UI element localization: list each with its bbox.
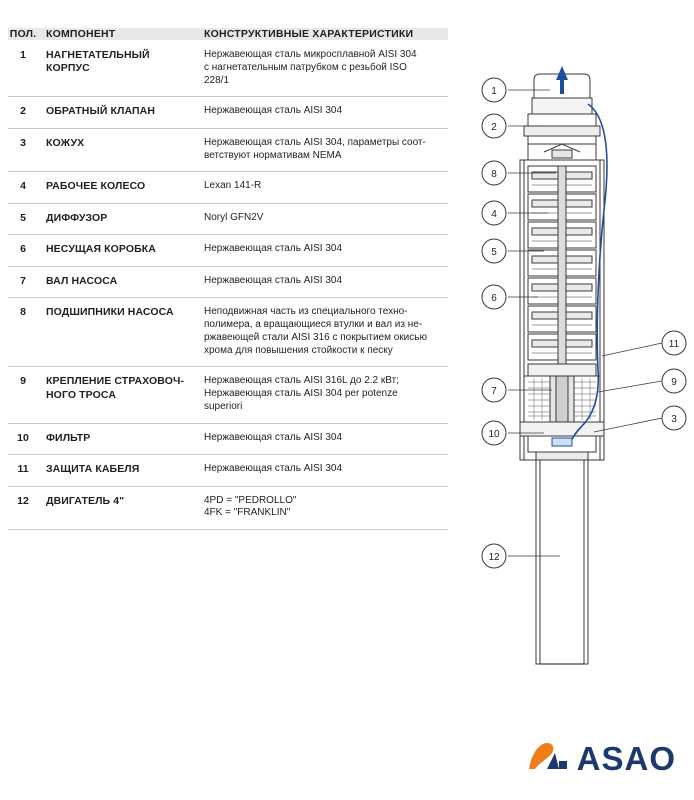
specification-table	[8, 28, 448, 530]
row-characteristics	[196, 97, 448, 128]
callout-8	[482, 161, 506, 185]
row-characteristics	[196, 486, 448, 530]
row-component: ВАЛ НАСОСА	[38, 266, 196, 297]
char-line: ржавеющей стали AISI 316 с покрытием окисью	[204, 331, 427, 343]
column-header-characteristics: КОНСТРУКТИВНЫЕ ХАРАКТЕРИСТИКИ	[196, 28, 448, 41]
callout-label: 8	[491, 169, 497, 180]
char-line: с нагнетательным патрубком с резьбой ISO	[204, 61, 407, 73]
table-row	[8, 41, 448, 97]
row-position: 3	[8, 128, 38, 172]
column-header-component: КОМПОНЕНТ	[38, 28, 196, 41]
callout-6	[482, 285, 506, 309]
char-line: Нержавеющая сталь микросплавной AISI 304	[204, 49, 417, 60]
row-characteristics	[196, 298, 448, 367]
component-line: НОГО ТРОСА	[46, 388, 116, 401]
row-position: 4	[8, 172, 38, 203]
row-characteristics	[196, 172, 448, 203]
row-characteristics	[196, 266, 448, 297]
row-position: 11	[8, 455, 38, 486]
char-line: хрома для повышения стойкости к песку	[204, 344, 393, 356]
row-component	[38, 367, 196, 423]
row-component: ЗАЩИТА КАБЕЛЯ	[38, 455, 196, 486]
callout-label: 3	[671, 414, 677, 425]
row-component: КОЖУХ	[38, 128, 196, 172]
table-row	[8, 235, 448, 266]
brand-logo	[525, 735, 676, 782]
callout-label: 4	[491, 209, 497, 220]
callout-label: 12	[488, 552, 500, 563]
char-line: 228/1	[204, 74, 230, 86]
table-row	[8, 266, 448, 297]
callout-11	[662, 331, 686, 355]
row-characteristics	[196, 367, 448, 423]
table-header-row	[8, 28, 448, 41]
table-row	[8, 423, 448, 454]
char-line: Нержавеющая сталь AISI 316L до 2.2 кВт;	[204, 375, 399, 387]
row-position: 10	[8, 423, 38, 454]
check-valve-region	[528, 144, 596, 160]
char-line: 4PD = "PEDROLLO"	[204, 494, 297, 506]
row-component: ПОДШИПНИКИ НАСОСА	[38, 298, 196, 367]
callout-label: 9	[671, 377, 677, 388]
callout-label: 11	[668, 339, 680, 350]
row-component: ДВИГАТЕЛЬ 4"	[38, 486, 196, 530]
row-characteristics	[196, 455, 448, 486]
char-line: Нержавеющая сталь AISI 304 per potenze	[204, 388, 398, 400]
char-line: Noryl GFN2V	[204, 211, 264, 223]
callout-1	[482, 78, 506, 102]
cable-clamp	[552, 438, 572, 446]
callout-label: 10	[488, 429, 500, 440]
row-characteristics	[196, 41, 448, 97]
row-characteristics	[196, 203, 448, 234]
char-line: полимера, а вращающиеся втулки и вал из не-	[204, 318, 423, 330]
char-line: Нержавеющая сталь AISI 304	[204, 431, 343, 443]
char-line: Неподвижная часть из специального техно-	[204, 306, 408, 318]
motor-body	[536, 452, 588, 664]
callout-label: 1	[491, 86, 497, 97]
table-row	[8, 172, 448, 203]
callout-label: 7	[491, 386, 497, 397]
char-line: Нержавеющая сталь AISI 304, параметры соот-	[204, 136, 426, 148]
table-row	[8, 367, 448, 423]
logo-mark-icon	[525, 735, 571, 782]
table-row	[8, 455, 448, 486]
char-line: Нержавеющая сталь AISI 304	[204, 463, 343, 475]
table-body	[8, 41, 448, 530]
stage-stack	[528, 166, 596, 364]
table-row	[8, 203, 448, 234]
callout-label: 5	[491, 247, 497, 258]
callout-7	[482, 378, 506, 402]
callout-12	[482, 544, 506, 568]
row-position: 2	[8, 97, 38, 128]
table-row	[8, 97, 448, 128]
callout-label: 2	[491, 122, 497, 133]
row-position: 5	[8, 203, 38, 234]
callout-9	[662, 369, 686, 393]
char-line: ветствуют нормативам NEMA	[204, 149, 342, 161]
row-component: РАБОЧЕЕ КОЛЕСО	[38, 172, 196, 203]
table-head	[8, 28, 448, 41]
row-position: 6	[8, 235, 38, 266]
component-line: КРЕПЛЕНИЕ СТРАХОВОЧ-	[46, 375, 185, 388]
row-position: 1	[8, 41, 38, 97]
pump-cutaway-diagram	[432, 40, 694, 680]
specification-table-wrapper	[8, 28, 432, 530]
char-line: 4FK = "FRANKLIN"	[204, 507, 291, 519]
callout-3	[662, 406, 686, 430]
table-row	[8, 298, 448, 367]
row-characteristics	[196, 423, 448, 454]
row-position: 7	[8, 266, 38, 297]
callout-4	[482, 201, 506, 225]
row-characteristics	[196, 128, 448, 172]
callout-5	[482, 239, 506, 263]
row-component: ДИФФУЗОР	[38, 203, 196, 234]
logo-text: ASAO	[576, 739, 676, 777]
callout-10	[482, 421, 506, 445]
char-line: superiori	[204, 400, 243, 412]
row-position: 8	[8, 298, 38, 367]
row-position: 12	[8, 486, 38, 530]
row-component: ФИЛЬТР	[38, 423, 196, 454]
char-line: Нержавеющая сталь AISI 304	[204, 243, 343, 255]
row-component: НЕСУЩАЯ КОРОБКА	[38, 235, 196, 266]
char-line: Нержавеющая сталь AISI 304	[204, 105, 343, 117]
char-line: Нержавеющая сталь AISI 304	[204, 274, 343, 286]
table-row	[8, 486, 448, 530]
table-row	[8, 128, 448, 172]
column-header-position: ПОЛ.	[9, 28, 37, 40]
callout-2	[482, 114, 506, 138]
char-line: Lexan 141-R	[204, 180, 262, 192]
row-characteristics	[196, 235, 448, 266]
row-position: 9	[8, 367, 38, 423]
callout-label: 6	[491, 293, 497, 304]
row-component: ОБРАТНЫЙ КЛАПАН	[38, 97, 196, 128]
row-component: НАГНЕТАТЕЛЬНЫЙ КОРПУС	[38, 41, 196, 97]
